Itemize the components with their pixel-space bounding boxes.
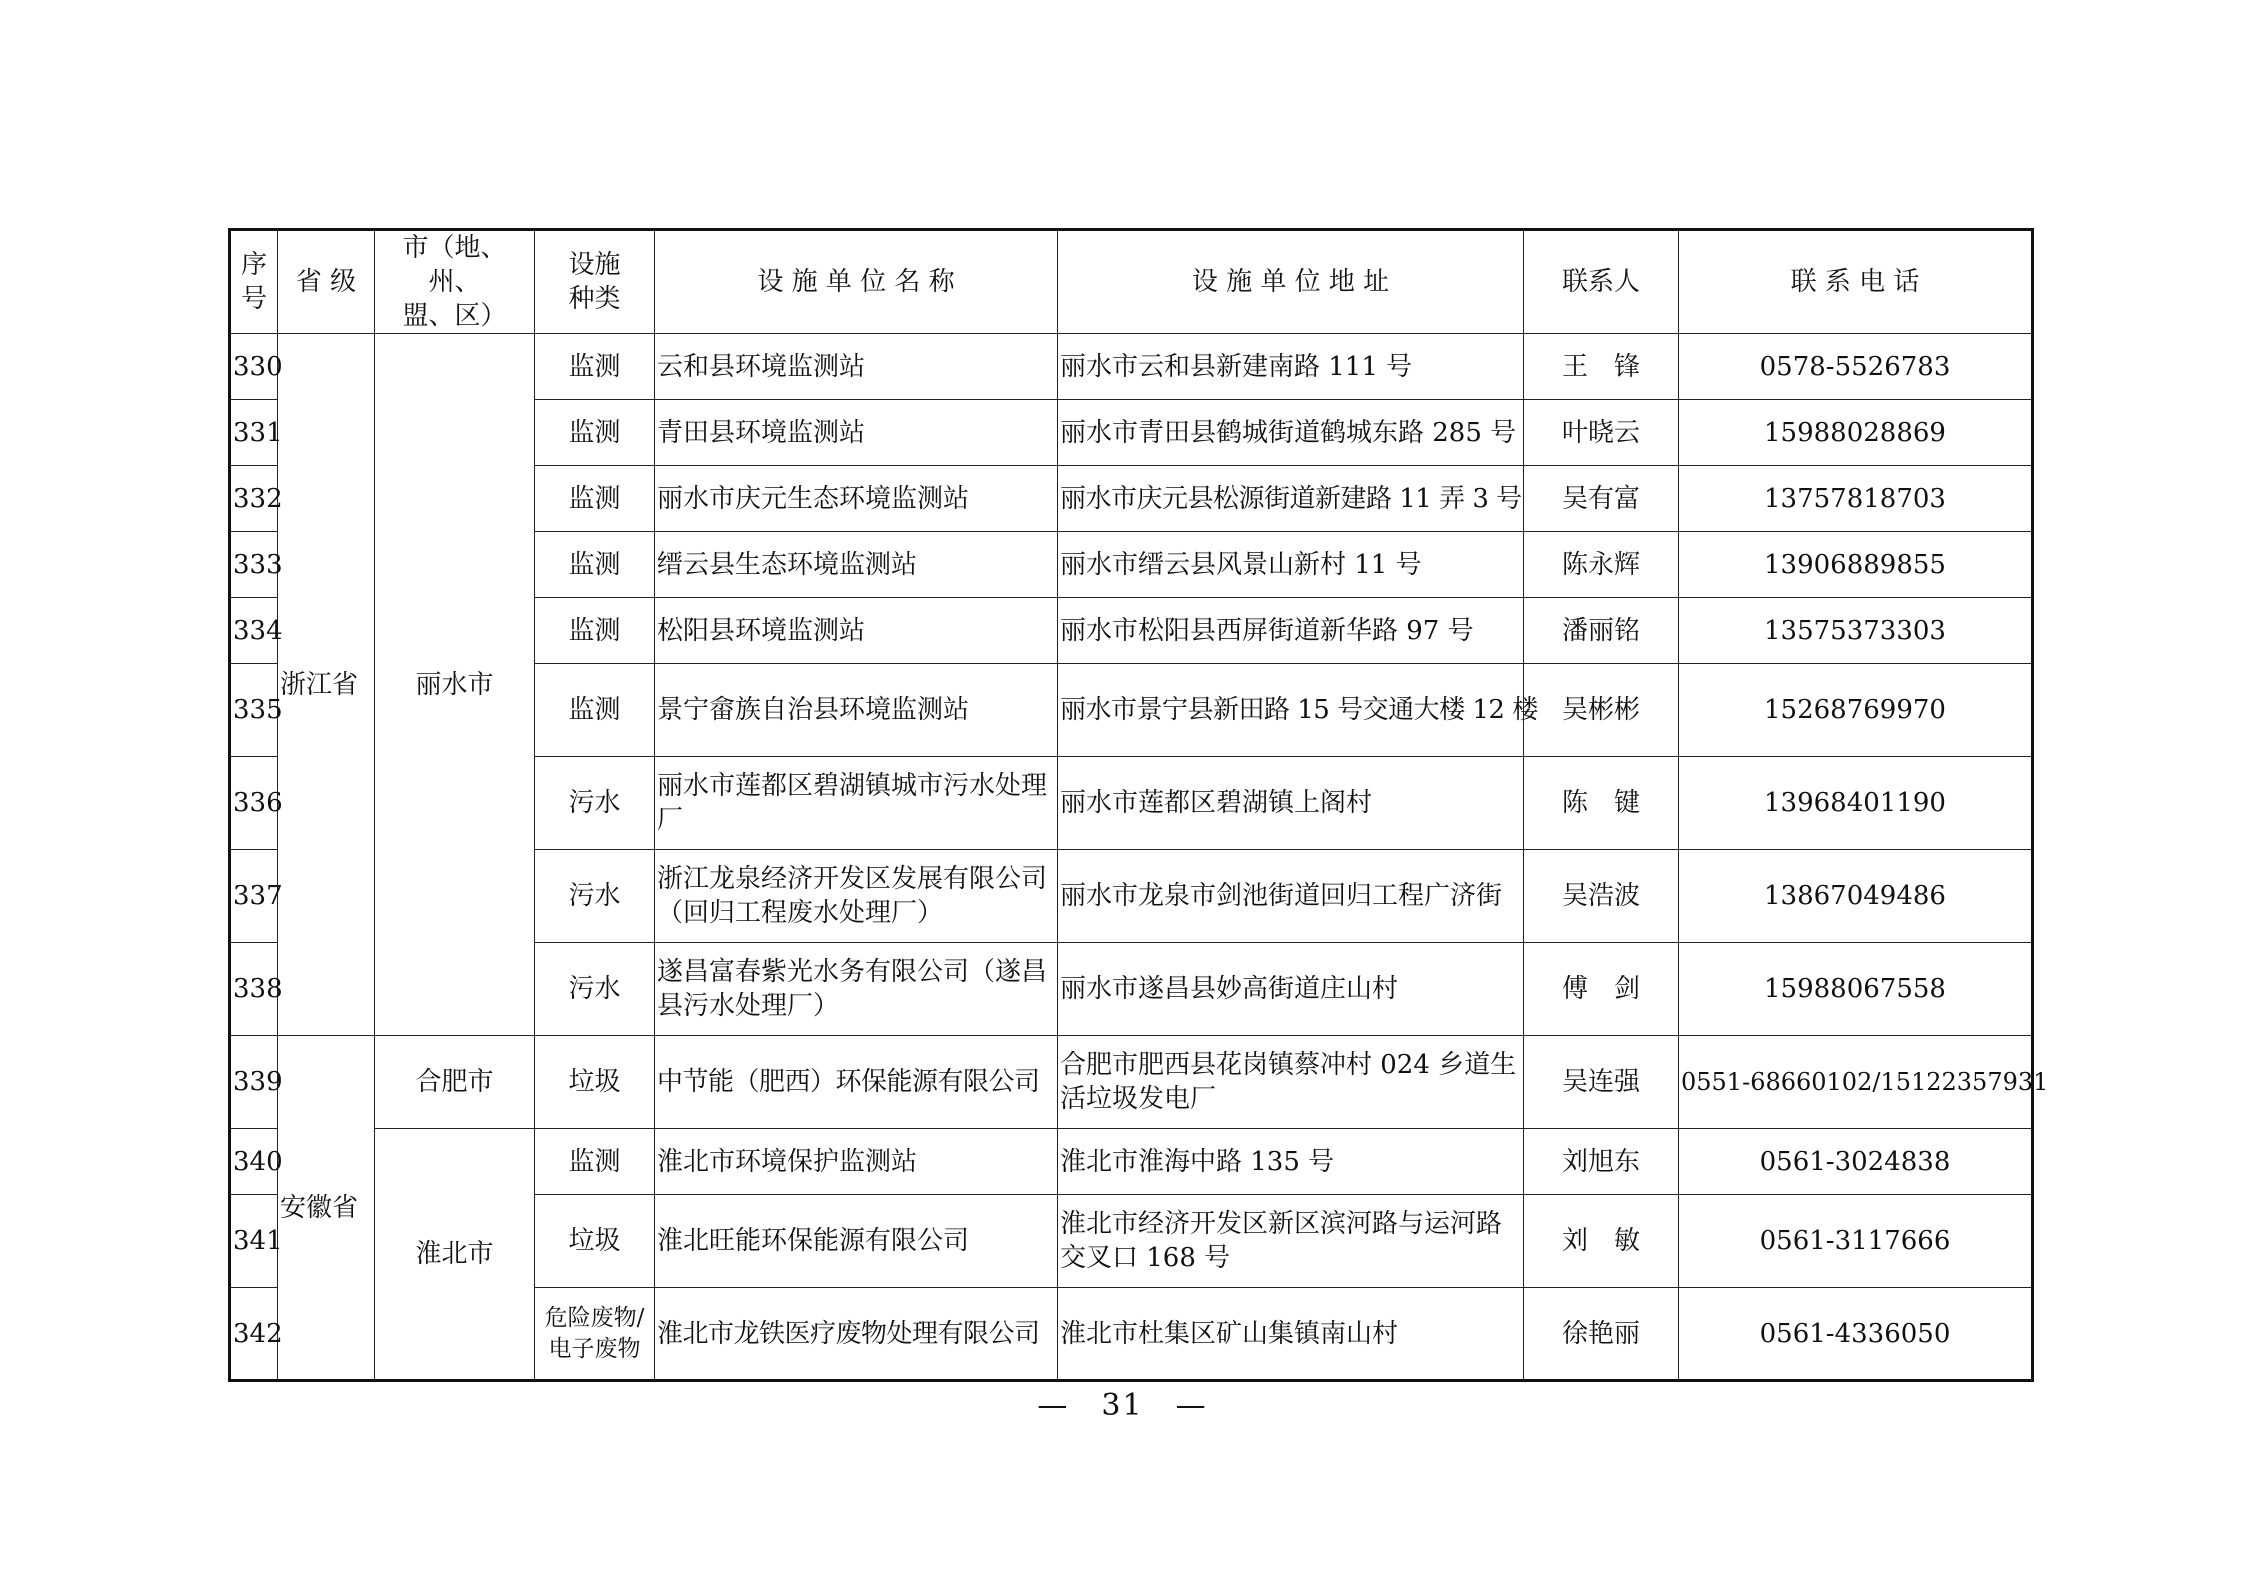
row-type: 监测 (535, 598, 655, 664)
city-cell: 淮北市 (375, 1129, 535, 1381)
row-seq: 336 (230, 757, 278, 850)
row-phone: 13575373303 (1679, 598, 2033, 664)
row-seq: 340 (230, 1129, 278, 1195)
row-type: 监测 (535, 1129, 655, 1195)
page-number: — 31 — (1037, 1388, 1208, 1423)
province-cell: 浙江省 (278, 334, 375, 1036)
city-cell: 合肥市 (375, 1036, 535, 1129)
row-contact: 徐艳丽 (1524, 1288, 1679, 1381)
row-contact: 陈永辉 (1524, 532, 1679, 598)
row-contact: 吴连强 (1524, 1036, 1679, 1129)
row-contact: 吴彬彬 (1524, 664, 1679, 757)
row-phone: 13757818703 (1679, 466, 2033, 532)
row-name: 丽水市庆元生态环境监测站 (655, 466, 1058, 532)
header-phone: 联 系 电 话 (1679, 230, 2033, 334)
row-phone: 0551-68660102/15122357931 (1679, 1036, 2033, 1129)
row-type: 监测 (535, 532, 655, 598)
row-seq: 335 (230, 664, 278, 757)
row-address: 合肥市肥西县花岗镇蔡冲村 024 乡道生活垃圾发电厂 (1058, 1036, 1524, 1129)
row-name: 淮北旺能环保能源有限公司 (655, 1195, 1058, 1288)
row-phone: 13968401190 (1679, 757, 2033, 850)
row-name: 缙云县生态环境监测站 (655, 532, 1058, 598)
row-seq: 338 (230, 943, 278, 1036)
row-seq: 331 (230, 400, 278, 466)
table-header-row (230, 230, 2033, 334)
row-address: 丽水市庆元县松源街道新建路 11 弄 3 号 (1058, 466, 1524, 532)
row-address: 丽水市景宁县新田路 15 号交通大楼 12 楼 (1058, 664, 1524, 757)
row-seq: 334 (230, 598, 278, 664)
row-address: 淮北市淮海中路 135 号 (1058, 1129, 1524, 1195)
row-address: 丽水市缙云县风景山新村 11 号 (1058, 532, 1524, 598)
row-seq: 341 (230, 1195, 278, 1288)
row-contact: 陈 键 (1524, 757, 1679, 850)
row-name: 浙江龙泉经济开发区发展有限公司（回归工程废水处理厂） (655, 850, 1058, 943)
row-type: 垃圾 (535, 1036, 655, 1129)
row-address: 丽水市云和县新建南路 111 号 (1058, 334, 1524, 400)
row-phone: 0561-4336050 (1679, 1288, 2033, 1381)
row-type: 垃圾 (535, 1195, 655, 1288)
row-phone: 13906889855 (1679, 532, 2033, 598)
table-row (230, 334, 2033, 400)
row-type: 监测 (535, 400, 655, 466)
city-cell: 丽水市 (375, 334, 535, 1036)
header-city: 市（地、州、 盟、区） (375, 230, 535, 334)
table-row (230, 1129, 2033, 1195)
header-address: 设 施 单 位 地 址 (1058, 230, 1524, 334)
row-address: 丽水市莲都区碧湖镇上阁村 (1058, 757, 1524, 850)
row-contact: 吴浩波 (1524, 850, 1679, 943)
row-name: 丽水市莲都区碧湖镇城市污水处理厂 (655, 757, 1058, 850)
row-phone: 0561-3024838 (1679, 1129, 2033, 1195)
row-seq: 342 (230, 1288, 278, 1381)
facility-table (228, 228, 2049, 1382)
row-name: 淮北市环境保护监测站 (655, 1129, 1058, 1195)
row-address: 丽水市松阳县西屏街道新华路 97 号 (1058, 598, 1524, 664)
header-seq: 序 号 (230, 230, 278, 334)
row-contact: 潘丽铭 (1524, 598, 1679, 664)
row-seq: 333 (230, 532, 278, 598)
row-address: 丽水市龙泉市剑池街道回归工程广济街 (1058, 850, 1524, 943)
header-contact: 联系人 (1524, 230, 1679, 334)
row-name: 青田县环境监测站 (655, 400, 1058, 466)
row-contact: 叶晓云 (1524, 400, 1679, 466)
row-seq: 332 (230, 466, 278, 532)
row-address: 淮北市经济开发区新区滨河路与运河路交叉口 168 号 (1058, 1195, 1524, 1288)
row-type: 监测 (535, 334, 655, 400)
row-seq: 339 (230, 1036, 278, 1129)
row-type: 污水 (535, 943, 655, 1036)
row-phone: 15988028869 (1679, 400, 2033, 466)
row-address: 淮北市杜集区矿山集镇南山村 (1058, 1288, 1524, 1381)
row-phone: 15988067558 (1679, 943, 2033, 1036)
row-address: 丽水市遂昌县妙高街道庄山村 (1058, 943, 1524, 1036)
row-type: 监测 (535, 664, 655, 757)
row-contact: 傅 剑 (1524, 943, 1679, 1036)
header-province: 省 级 (278, 230, 375, 334)
row-address: 丽水市青田县鹤城街道鹤城东路 285 号 (1058, 400, 1524, 466)
row-type: 危险废物/电子废物 (535, 1288, 655, 1381)
row-seq: 330 (230, 334, 278, 400)
row-name: 中节能（肥西）环保能源有限公司 (655, 1036, 1058, 1129)
header-name: 设 施 单 位 名 称 (655, 230, 1058, 334)
row-name: 淮北市龙铁医疗废物处理有限公司 (655, 1288, 1058, 1381)
row-seq: 337 (230, 850, 278, 943)
row-type: 监测 (535, 466, 655, 532)
row-contact: 王 锋 (1524, 334, 1679, 400)
row-type: 污水 (535, 757, 655, 850)
row-name: 云和县环境监测站 (655, 334, 1058, 400)
province-cell: 安徽省 (278, 1036, 375, 1381)
row-type: 污水 (535, 850, 655, 943)
row-phone: 0578-5526783 (1679, 334, 2033, 400)
header-type: 设施 种类 (535, 230, 655, 334)
row-phone: 13867049486 (1679, 850, 2033, 943)
row-name: 遂昌富春紫光水务有限公司（遂昌县污水处理厂） (655, 943, 1058, 1036)
row-contact: 刘旭东 (1524, 1129, 1679, 1195)
row-contact: 吴有富 (1524, 466, 1679, 532)
row-phone: 15268769970 (1679, 664, 2033, 757)
facility-table-container (228, 228, 2049, 1382)
row-phone: 0561-3117666 (1679, 1195, 2033, 1288)
row-contact: 刘 敏 (1524, 1195, 1679, 1288)
row-name: 松阳县环境监测站 (655, 598, 1058, 664)
table-row (230, 1036, 2033, 1129)
row-name: 景宁畲族自治县环境监测站 (655, 664, 1058, 757)
